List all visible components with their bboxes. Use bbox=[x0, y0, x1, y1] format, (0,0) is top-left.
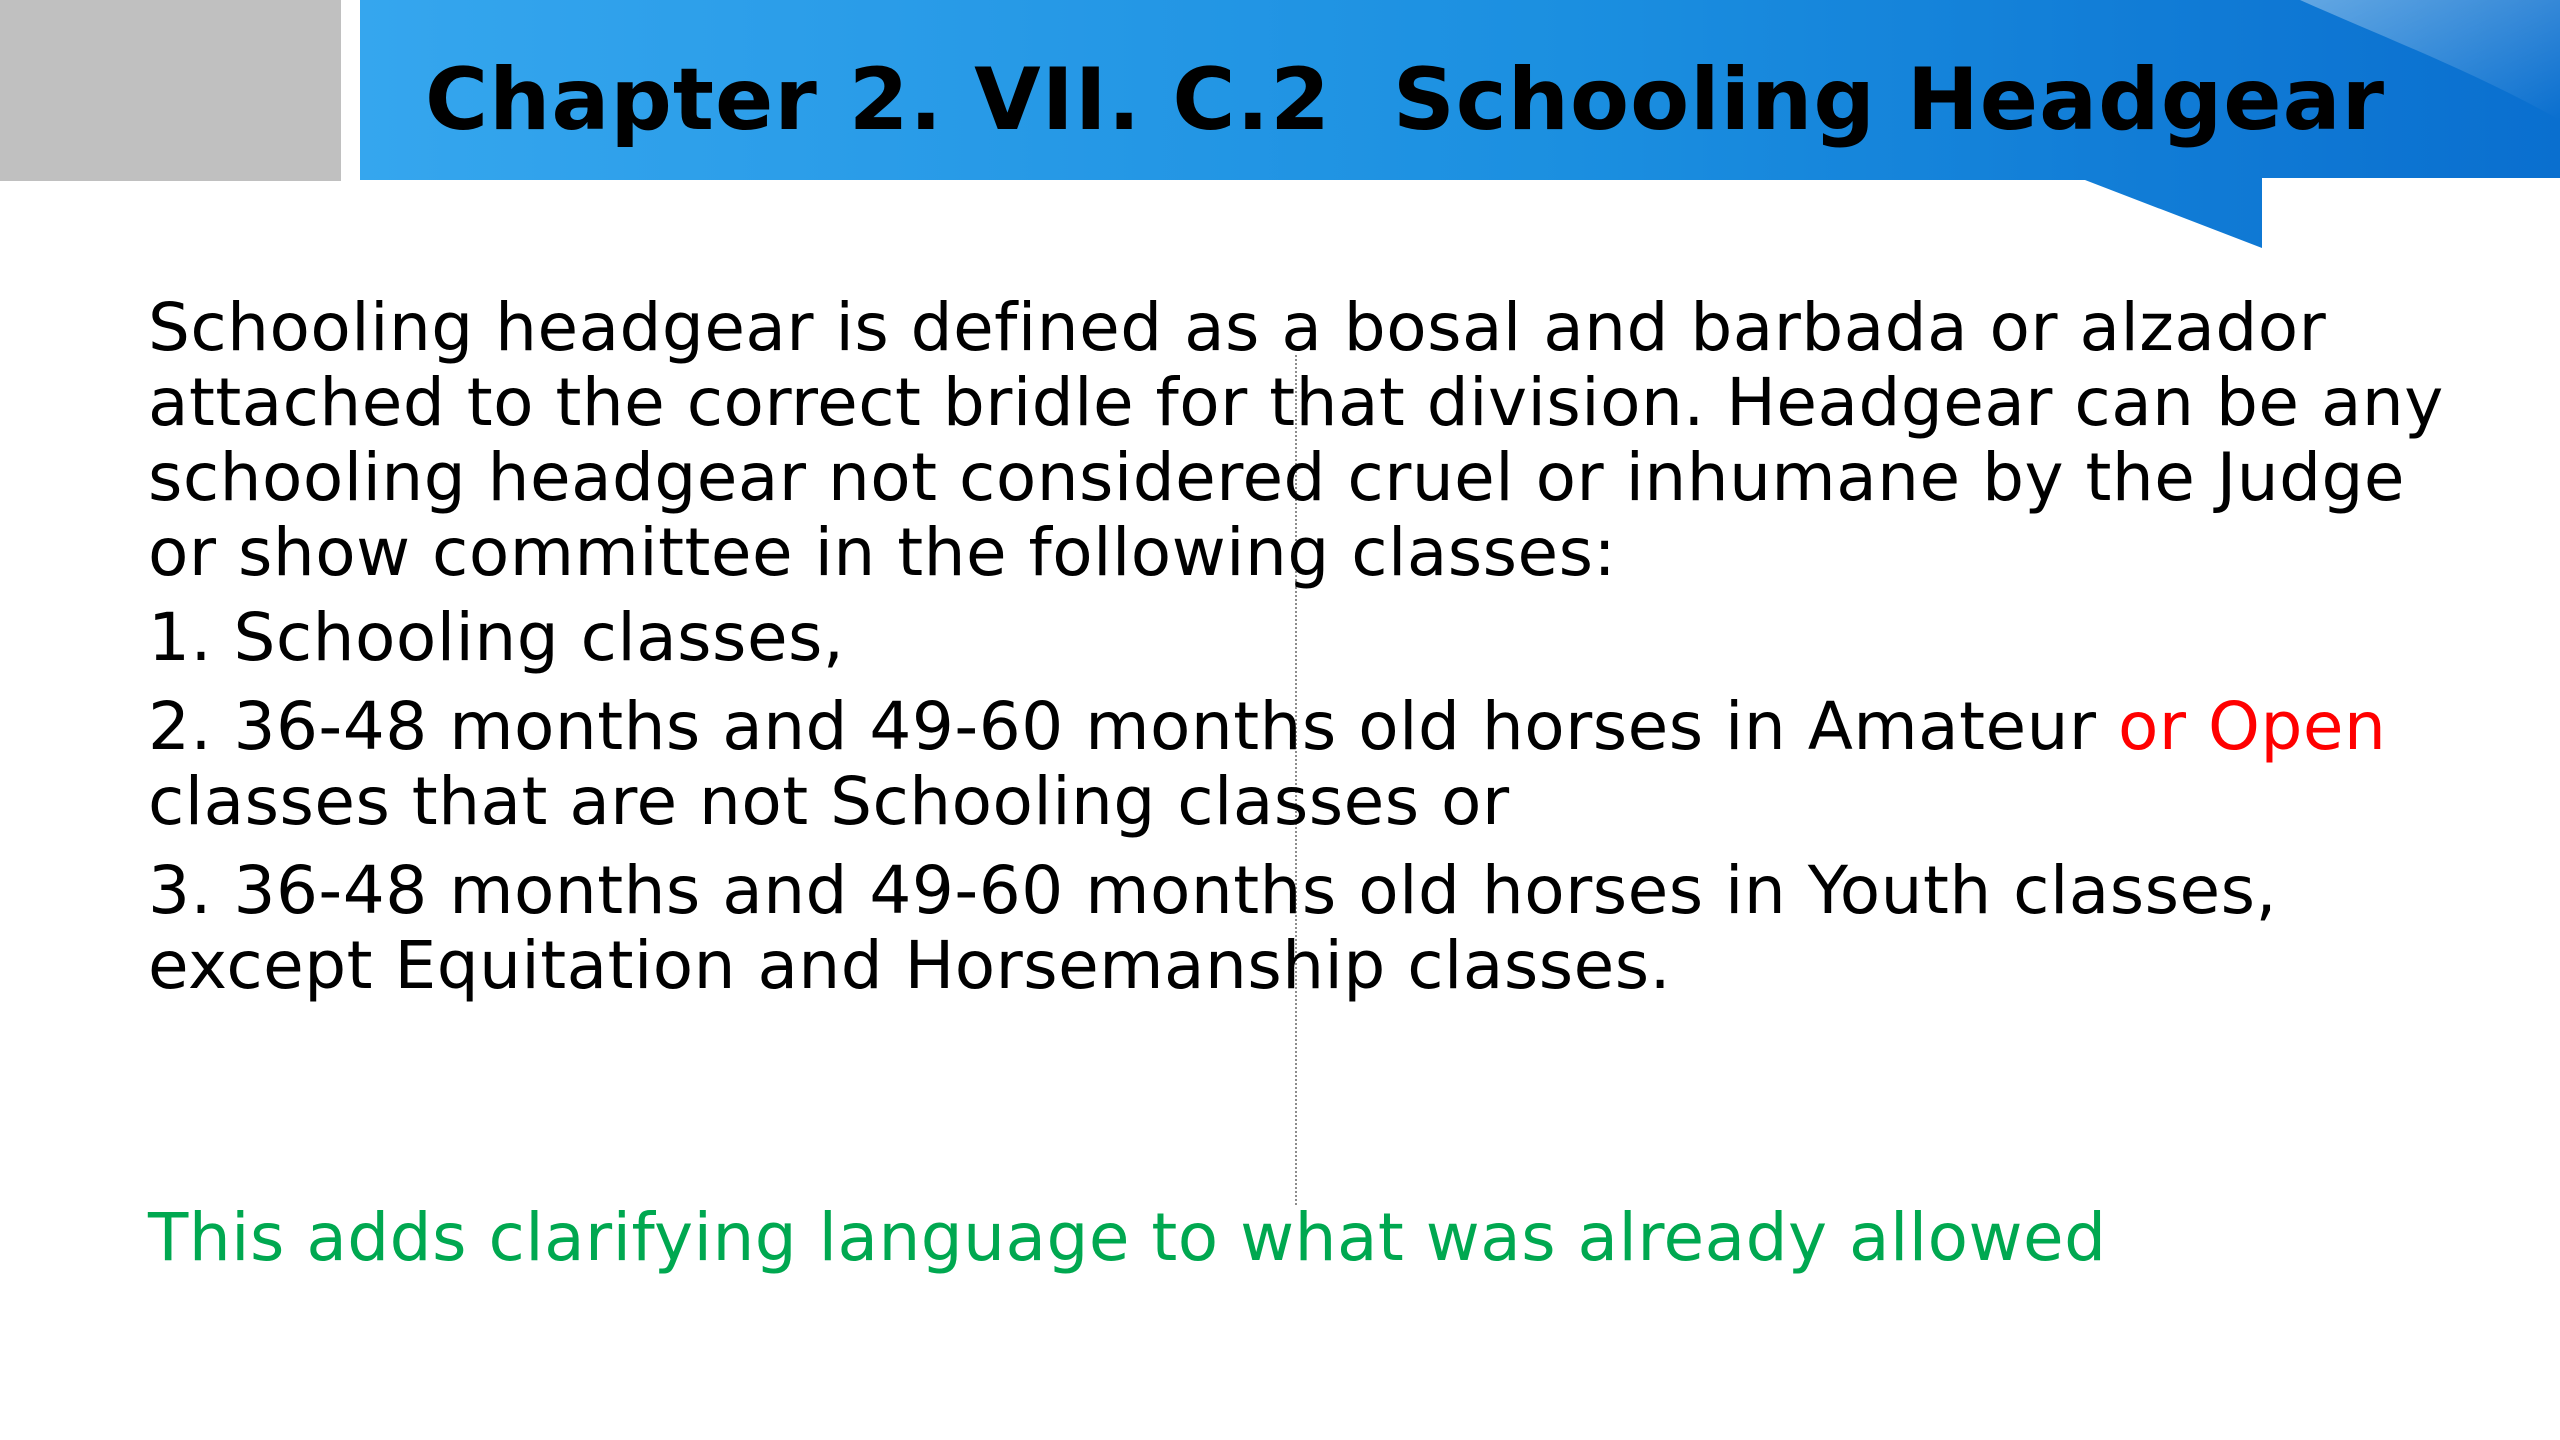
list-item-1: 1. Schooling classes, bbox=[148, 599, 845, 676]
body-text bbox=[148, 290, 2478, 1003]
clarification-note: This adds clarifying language to what was already allowed bbox=[148, 1199, 2107, 1276]
list-item-2-end: classes that are not Schooling classes or bbox=[148, 763, 1510, 840]
page-title: Chapter 2. VII. C.2 Schooling Headgear bbox=[425, 50, 2386, 150]
list-item-3: 3. 36-48 months and 49-60 months old horses in Youth classes, except Equitation and Horsemanship classes. bbox=[148, 852, 2277, 1004]
intro-paragraph: Schooling headgear is defined as a bosal and barbada or alzador attached to the correct bridle for that division. Headgear can be any schooling headgear not considered cruel or inhumane by the Judge or show committee in the following classes: bbox=[148, 289, 2444, 591]
highlight-or-open: or Open bbox=[2118, 688, 2387, 765]
list-item-2 bbox=[148, 689, 2478, 839]
list-item-2-start: 2. 36-48 months and 49-60 months old horses in Amateur bbox=[148, 688, 2119, 765]
